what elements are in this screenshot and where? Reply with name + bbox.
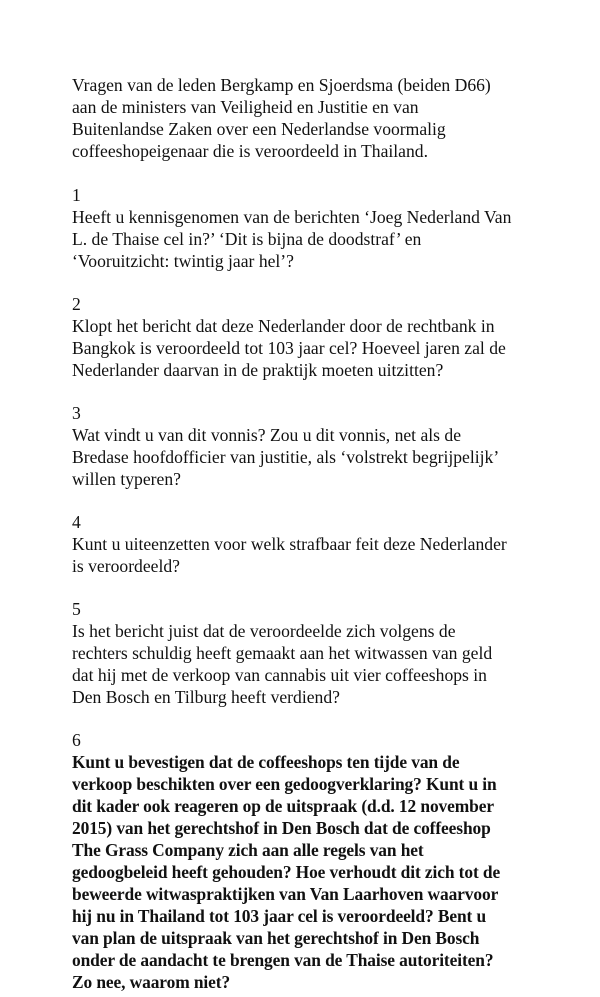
question-line: gedoogbeleid heeft gehouden? Hoe verhoudt dit zich tot de — [72, 862, 501, 882]
question-6 — [72, 729, 580, 993]
question-number: 1 — [72, 185, 81, 205]
intro-line: coffeeshopeigenaar die is veroordeeld in Thailand. — [72, 141, 428, 161]
intro-line: Buitenlandse Zaken over een Nederlandse voormalig — [72, 119, 446, 139]
question-number: 4 — [72, 512, 81, 532]
question-line: dat hij met de verkoop van cannabis uit vier coffeeshops in — [72, 665, 487, 685]
question-line: Kunt u bevestigen dat de coffeeshops ten tijde van de — [72, 752, 460, 772]
question-line: van plan de uitspraak van het gerechtshof in Den Bosch — [72, 928, 480, 948]
question-line: rechters schuldig heeft gemaakt aan het witwassen van geld — [72, 643, 493, 663]
question-line: verkoop beschikten over een gedoogverklaring? Kunt u in — [72, 774, 497, 794]
question-4 — [72, 511, 580, 577]
question-1 — [72, 184, 580, 272]
question-line: Nederlander daarvan in de praktijk moeten uitzitten? — [72, 360, 444, 380]
intro-paragraph — [72, 74, 580, 162]
question-line: Klopt het bericht dat deze Nederlander door de rechtbank in — [72, 316, 495, 336]
question-line: is veroordeeld? — [72, 556, 180, 576]
question-line: L. de Thaise cel in?’ ‘Dit is bijna de doodstraf’ en — [72, 229, 422, 249]
question-line: Den Bosch en Tilburg heeft verdiend? — [72, 687, 340, 707]
intro-line: aan de ministers van Veiligheid en Justitie en van — [72, 97, 419, 117]
question-line: onder de aandacht te brengen van de Thaise autoriteiten? — [72, 950, 494, 970]
question-number: 3 — [72, 403, 81, 423]
question-line: 2015) van het gerechtshof in Den Bosch dat de coffeeshop — [72, 818, 491, 838]
question-line: The Grass Company zich aan alle regels van het — [72, 840, 424, 860]
question-line: Kunt u uiteenzetten voor welk strafbaar feit deze Nederlander — [72, 534, 507, 554]
question-line: Heeft u kennisgenomen van de berichten ‘Joeg Nederland Van — [72, 207, 512, 227]
question-line: Bredase hoofdofficier van justitie, als ‘volstrekt begrijpelijk’ — [72, 447, 500, 467]
question-5 — [72, 598, 580, 708]
question-line: hij nu in Thailand tot 103 jaar cel is veroordeeld? Bent u — [72, 906, 487, 926]
question-line: Wat vindt u van dit vonnis? Zou u dit vonnis, net als de — [72, 425, 462, 445]
question-2 — [72, 293, 580, 381]
intro-line: Vragen van de leden Bergkamp en Sjoerdsma (beiden D66) — [72, 75, 491, 95]
question-3 — [72, 402, 580, 490]
question-line: beweerde witwaspraktijken van Van Laarhoven waarvoor — [72, 884, 499, 904]
question-line: willen typeren? — [72, 469, 181, 489]
question-line: dit kader ook reageren op de uitspraak (d.d. 12 november — [72, 796, 494, 816]
question-number: 2 — [72, 294, 81, 314]
question-line: ‘Vooruitzicht: twintig jaar hel’? — [72, 251, 294, 271]
question-line: Bangkok is veroordeeld tot 103 jaar cel? Hoeveel jaren zal de — [72, 338, 506, 358]
question-line: Is het bericht juist dat de veroordeelde zich volgens de — [72, 621, 456, 641]
question-number: 6 — [72, 730, 81, 750]
question-number: 5 — [72, 599, 81, 619]
question-line: Zo nee, waarom niet? — [72, 972, 231, 992]
